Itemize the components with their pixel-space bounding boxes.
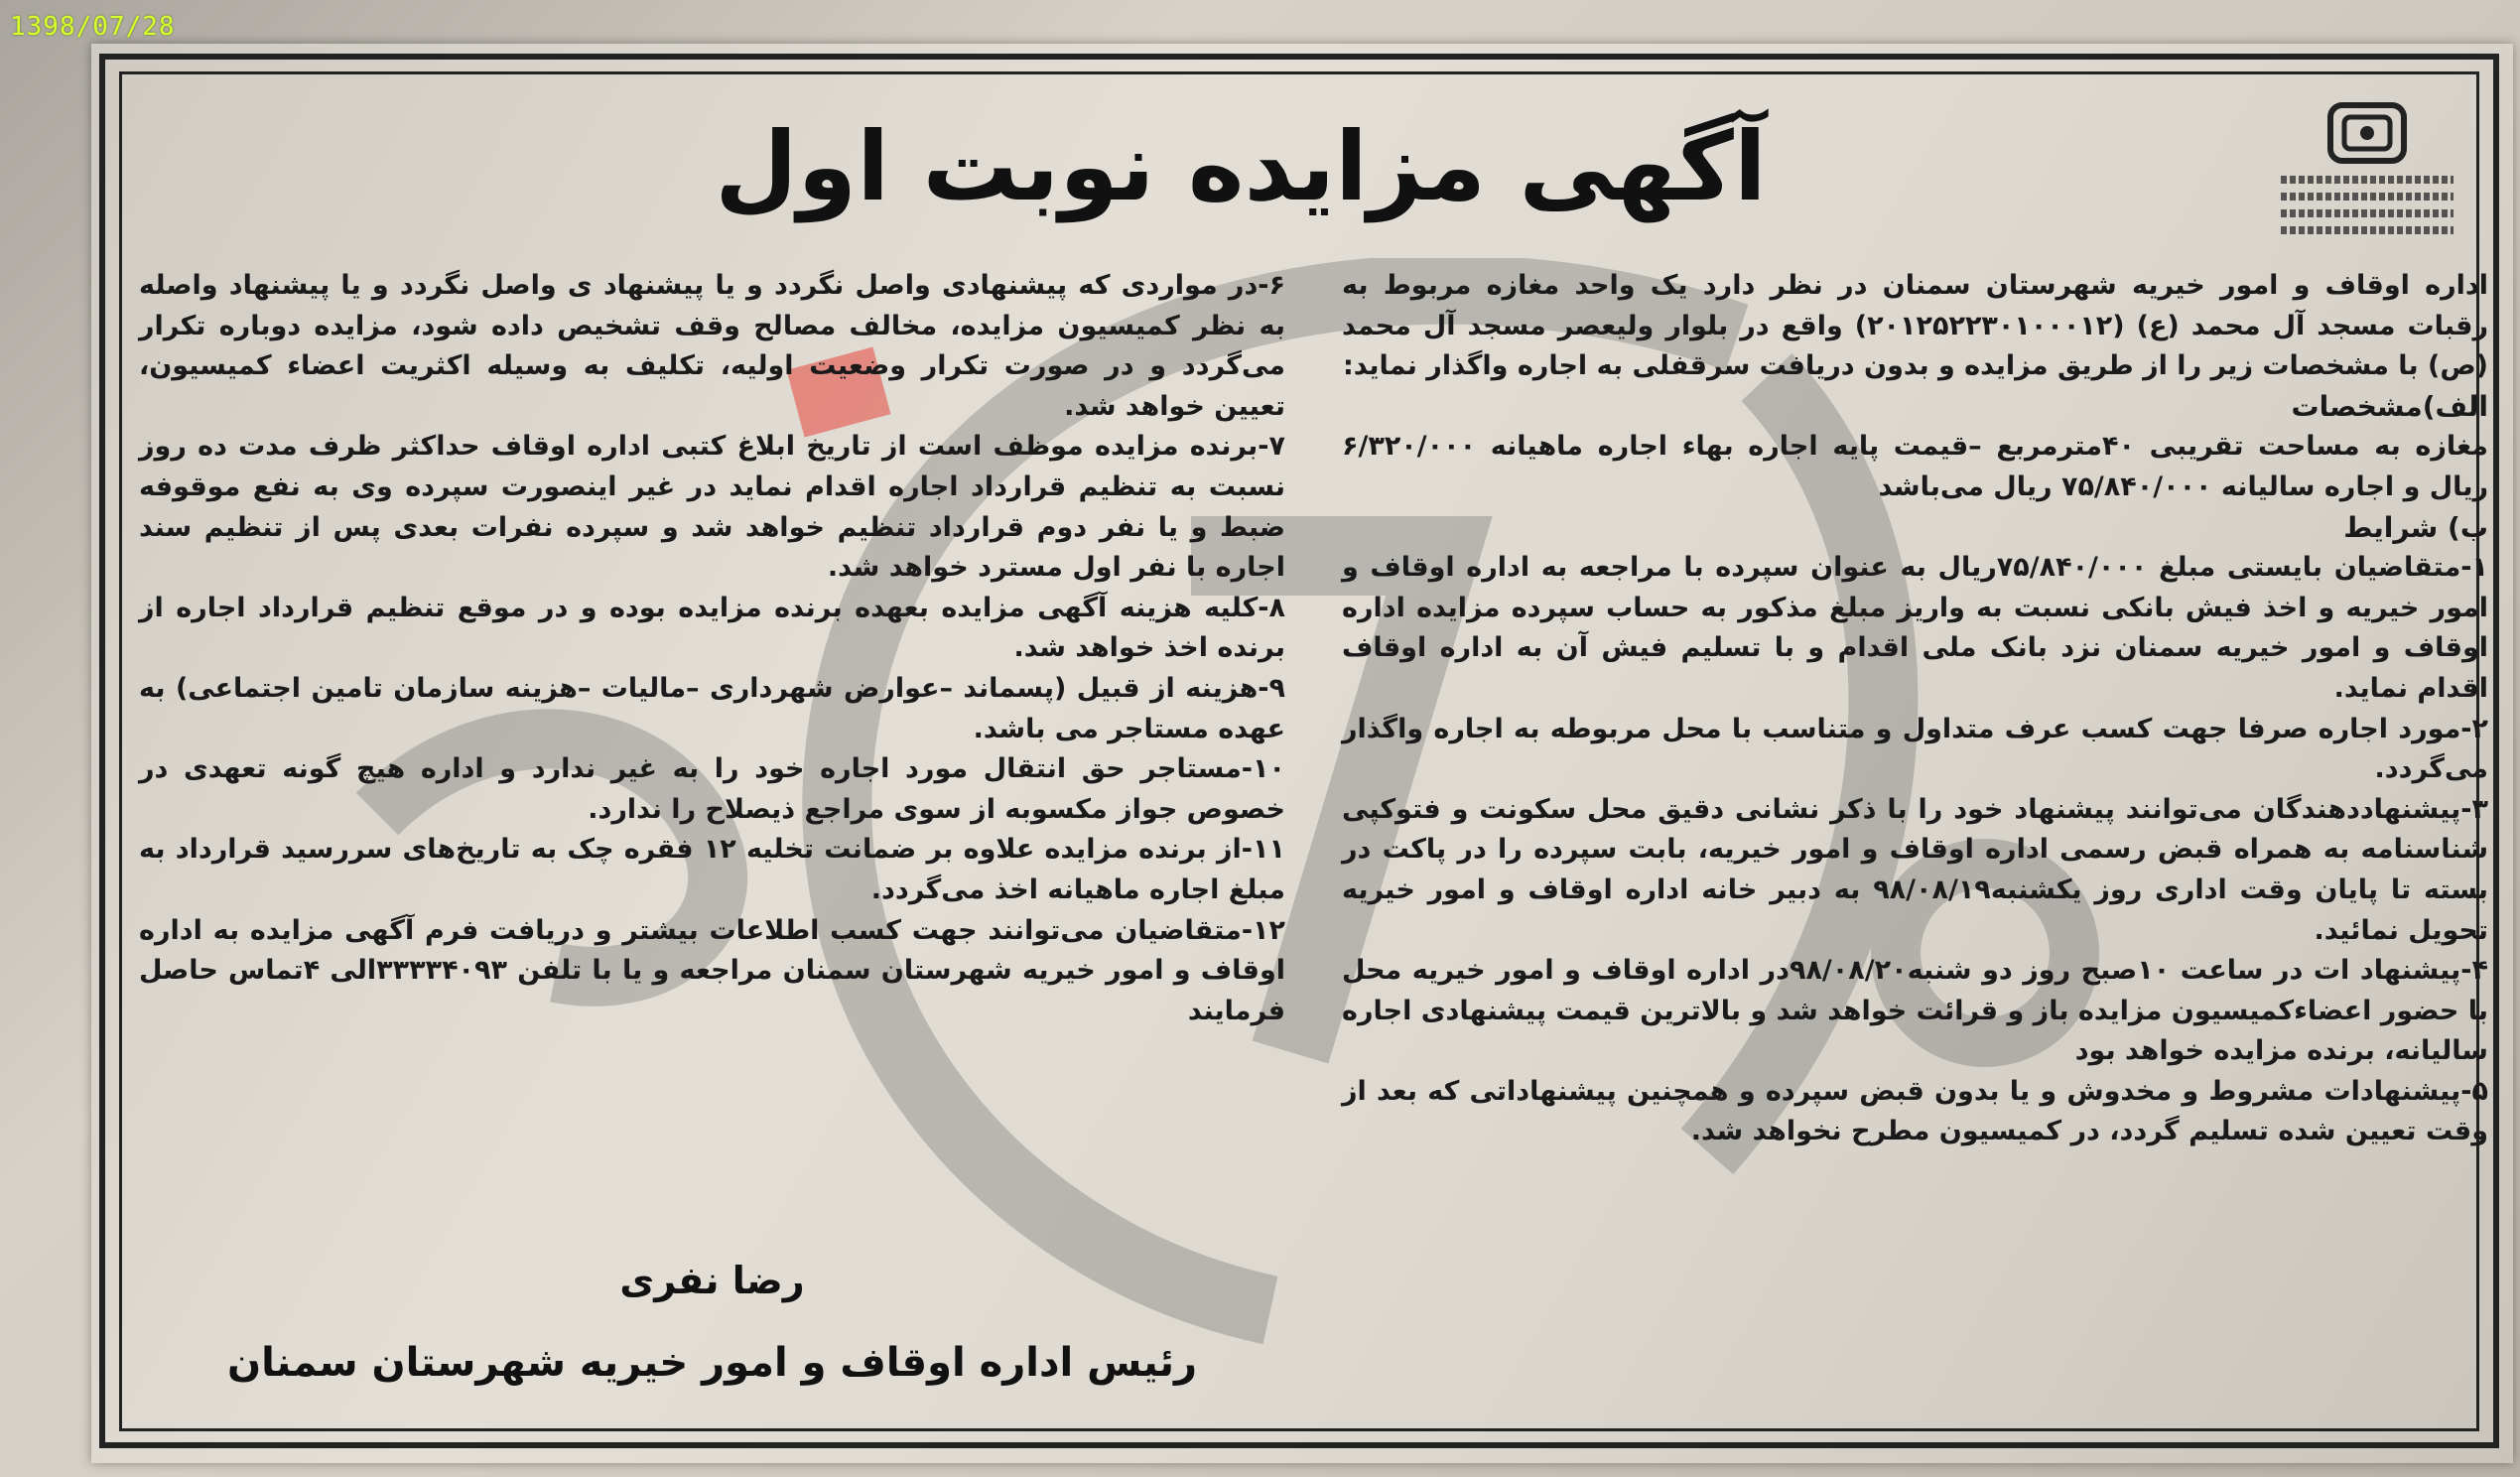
condition-1: ۱-متقاضیان بایستی مبلغ ۷۵/۸۴۰/۰۰۰ریال به عنوان سپرده با مراجعه به اداره اوقاف و امور خیریه و اخذ فیش بانکی نسبت به واریز مبلغ مذکور به حساب سپرده مزایده اداره اوقاف و امور خیریه سمنان نزد بانک ملی اقدام و با تسلیم فیش آن به اداره اوقاف اقدام نماید.	[1342, 552, 2488, 704]
condition-3: ۳-پیشنهاددهندگان می‌توانند پیشنهاد خود را با ذکر نشانی دقیق محل سکونت و فتوکپی شناسنامه به همراه قبض رسمی اداره اوقاف و امور خیریه، بابت سپرده را در پاکت در بسته تا پایان وقت اداری روز یکشنبه۹۸/۰۸/۱۹ به دبیر خانه اداره اوقاف و امور خیریه تحویل نمائید.	[1342, 793, 2488, 946]
condition-12: ۱۲-متقاضیان می‌توانند جهت کسب اطلاعات بیشتر و دریافت فرم آگهی مزایده به اداره اوقاف و امور خیریه شهرستان سمنان مراجعه و یا با تلفن ۳۳۳۳۴۰۹۳الی ۴تماس حاصل فرمایند	[139, 914, 1286, 1026]
awqaf-organization-logo	[2273, 99, 2461, 248]
condition-11: ۱۱-از برنده مزایده علاوه بر ضمانت تخلیه ۱۲ فقره چک به تاریخ‌های سررسید قرارداد به مبلغ اجاره ماهیانه اخذ می‌گردد.	[139, 834, 1285, 905]
condition-4: ۴-پیشنهاد ات در ساعت ۱۰صبح روز دو شنبه۹۸/۰۸/۲۰در اداره اوقاف و امور خیریه محل با حضور اعضاءکمیسیون مزایده باز و قرائت خواهد شد و بالاترین قیمت پیشنهادی اجاره سالیانه، برنده مزایده خواهد بود	[1342, 955, 2489, 1067]
condition-7: ۷-برنده مزایده موظف است از تاریخ ابلاغ کتبی اداره اوقاف حداکثر ظرف مدت ده روز نسبت به تنظیم قرارداد اجاره اقدام نماید در غیر اینصورت سپرده وی به نفع موقوفه ضبط و یا نفر دوم قرارداد تنظیم خواهد شد و سپرده نفرات بعدی پس از تنظیم سند اجاره با نفر اول مسترد خواهد شد.	[139, 431, 1285, 584]
conditions-heading: ب) شرایط	[2343, 510, 2488, 544]
condition-5: ۵-پیشنهادات مشروط و مخدوش و یا بدون قبض سپرده و همچنین پیشنهاداتی که بعد از وقت تعیین شده تسلیم گردد، در کمیسیون مطرح نخواهد شد.	[1342, 1075, 2488, 1147]
intro-paragraph: اداره اوقاف و امور خیریه شهرستان سمنان در نظر دارد یک واحد مغازه مربوط به رقبات مسجد آل محمد (ع) (۲۰۱۲۵۲۲۳۰۱۰۰۰۱۲) واقع در بلوار ولیعصر مسجد آل محمد (ص) با مشخصات زیر را از طریق مزایده و بدون دریافت سرقفلی به اجاره واگذار نماید:	[1342, 270, 2488, 382]
awqaf-emblem-icon	[2273, 99, 2461, 169]
signatory-title: رئیس اداره اوقاف و امور خیریه شهرستان سمنان	[226, 1340, 1198, 1386]
logo-caption	[2273, 167, 2461, 234]
condition-8: ۸-کلیه هزینه آگهی مزایده بعهده برنده مزایده بوده و در موقع تنظیم قرارداد اجاره از برنده اخذ خواهد شد.	[139, 592, 1285, 664]
condition-6: ۶-در مواردی که پیشنهادی واصل نگردد و یا پیشنهاد ی واصل نگردد و یا پیشنهاد واصله به نظر کمیسیون مزایده، مخالف مصالح وقف تشخیص داده شود، مزایده دوباره تکرار می‌گردد و در صورت تکرار وضعیت اولیه، تکلیف به وسیله اکثریت اعضاء کمیسیون، تعیین خواهد شد.	[139, 270, 1285, 422]
spec-heading: الف)مشخصات	[2291, 389, 2488, 423]
condition-10: ۱۰-مستاجر حق انتقال مورد اجاره خود را به غیر ندارد و اداره هیچ گونه تعهدی در خصوص جواز مکسوبه از سوی مراجع ذیصلاح را ندارد.	[139, 753, 1285, 825]
right-column	[1342, 266, 2488, 1152]
page-title: آگهی مزایده نوبت اول	[715, 111, 1767, 222]
condition-9: ۹-هزینه از قبیل (پسماند –عوارض شهرداری –مالیات –هزینه سازمان تامین اجتماعی) به عهده مستاجر می باشد.	[139, 672, 1285, 744]
photo-date-stamp: 1398/07/28	[10, 12, 176, 42]
condition-2: ۲-مورد اجاره صرفا جهت کسب عرف متداول و متناسب با محل مربوطه به اجاره واگذار می‌گردد.	[1342, 713, 2488, 785]
left-column	[139, 266, 1285, 1031]
spec-paragraph: مغازه به مساحت تقریبی ۴۰مترمربع –قیمت پایه اجاره بهاء اجاره ماهیانه ۶/۳۲۰/۰۰۰ ریال و اجاره سالیانه ۷۵/۸۴۰/۰۰۰ ریال می‌باشد	[1342, 431, 2489, 502]
signatory-name: رضا نفری	[619, 1259, 805, 1302]
